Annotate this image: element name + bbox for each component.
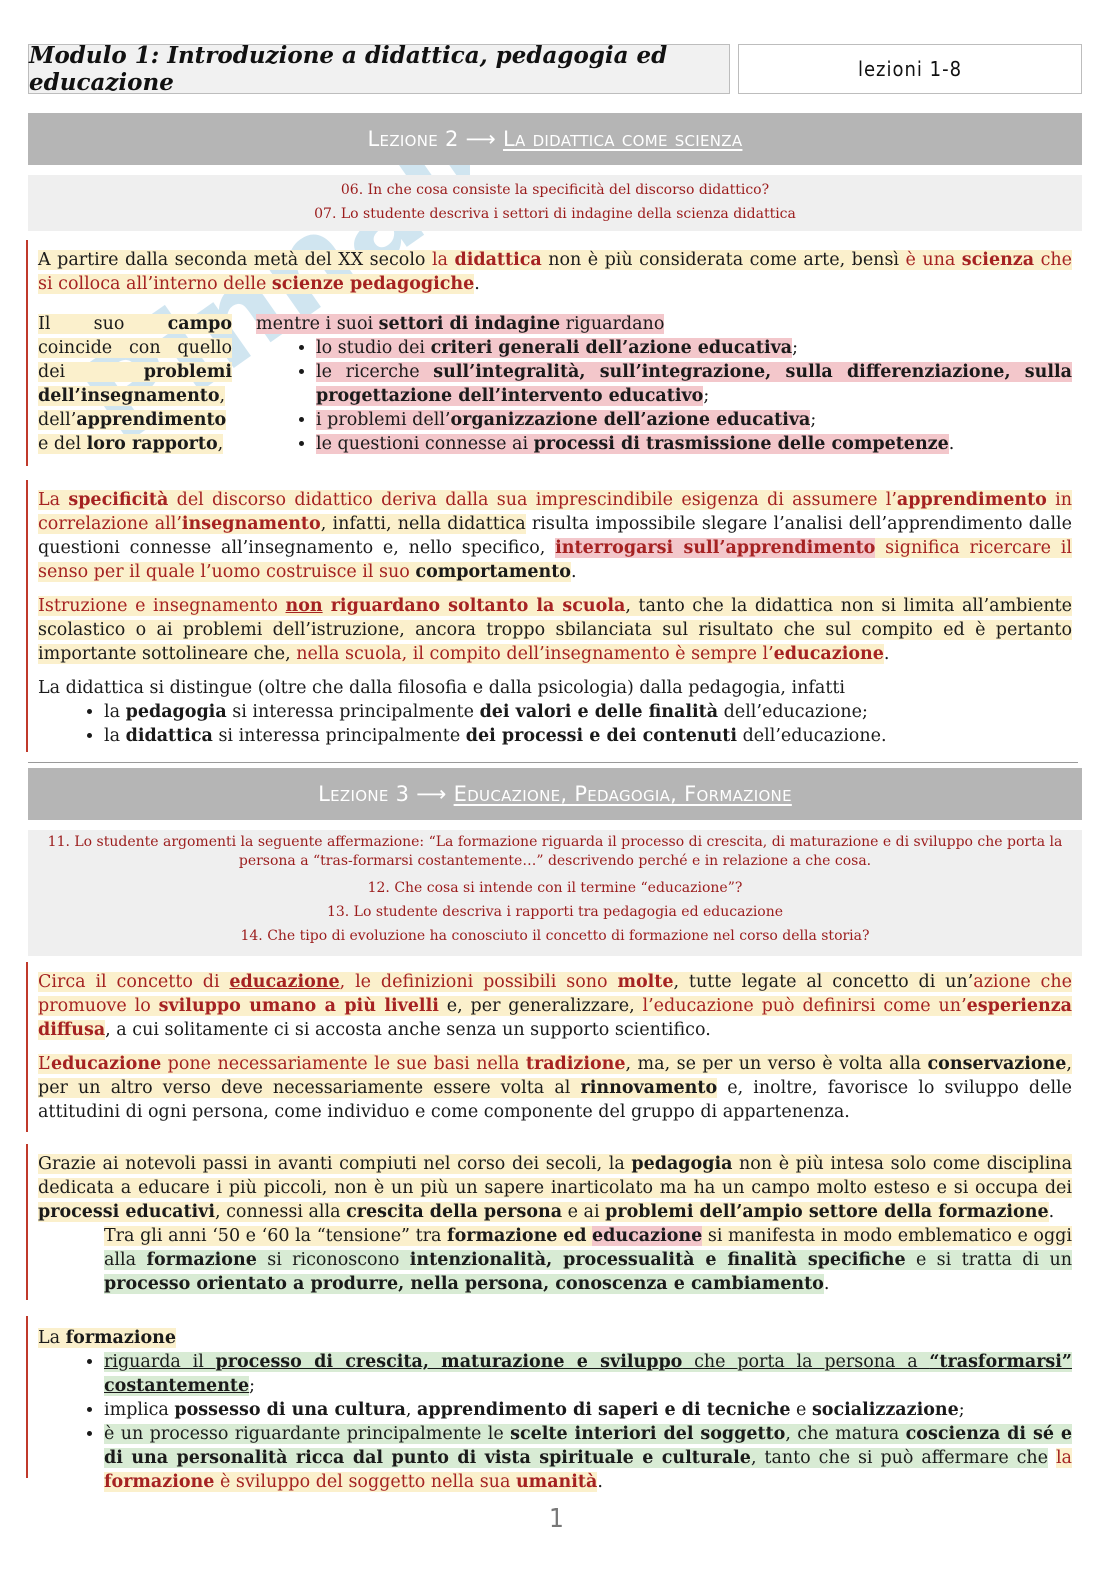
section-educazione	[26, 962, 1072, 1132]
question-item: 07. Lo studente descriva i settori di indagine della scienza didattica	[314, 206, 796, 222]
list-item: • è un processo riguardante principalmente le scelte interiori del soggetto, che matura coscienza di sé e di una personalità ricca dal punto di vista spirituale e culturale, tanto che si può affermare che la formazione è sviluppo del soggetto nella sua umanità.	[104, 1422, 1072, 1494]
lesson3-prefix: Lezione 3 ⟶	[318, 782, 447, 806]
section-pedagogia	[26, 1144, 1072, 1300]
list-item: • le questioni connesse ai processi di trasmissione delle competenze.	[316, 432, 1072, 456]
lesson2-questions	[28, 175, 1082, 231]
lesson2-title: La didattica come scienza	[503, 127, 743, 151]
lessons-range: lezioni 1-8	[738, 44, 1082, 94]
page-number: 1	[549, 1504, 564, 1534]
module-title: Modulo 1: Introduzione a didattica, pedagogia ed educazione	[28, 44, 730, 94]
list-item: • implica possesso di una cultura, apprendimento di saperi e di tecniche e socializzazione;	[104, 1398, 1072, 1422]
lesson3-heading	[28, 768, 1082, 820]
campo-text: Il suo campo coincide con quello dei problemi dell’insegnamento, dell’apprendimento e del loro rapporto,	[38, 314, 232, 454]
paragraph: L’educazione pone necessariamente le sue basi nella tradizione, ma, se per un verso è volta alla conservazione, per un altro verso deve necessariamente essere volta al rinnovamento e, inoltre, favorisce lo sviluppo delle attitudini di ogni persona, come individuo e come componente del gruppo di appartenenza.	[38, 1054, 1072, 1122]
list-item: • la pedagogia si interessa principalmente dei valori e delle finalità dell’educazione;	[104, 700, 1072, 724]
settori-list: mentre i suoi settori di indagine riguardano • lo studio dei criteri generali dell’azione educativa; • le ricerche sull’integralità, sull’integrazione, sulla differenziazione, sulla progettazione dell’intervento educativo; • i problemi dell’organizzazione dell’azione educativa; • le questioni connesse ai processi di trasmissione delle competenze.	[232, 312, 1072, 456]
lesson3-questions	[28, 830, 1082, 956]
paragraph: Circa il concetto di educazione, le definizioni possibili sono molte, tutte legate al concetto di un’azione che promuove lo sviluppo umano a più livelli e, per generalizzare, l’educazione può definirsi come un’esperienza diffusa, a cui solitamente ci si accosta anche senza un supporto scientifico.	[38, 972, 1072, 1040]
question-item: 11. Lo studente argomenti la seguente affermazione: “La formazione riguarda il processo di crescita, di maturazione e di sviluppo che porta la persona a “tras-formarsi costantemente…” descrivendo perché e in relazione a che cosa.	[47, 834, 1063, 869]
paragraph: La didattica si distingue (oltre che dalla filosofia e dalla psicologia) dalla pedagogia, infatti	[38, 678, 845, 698]
list-item: • le ricerche sull’integralità, sull’integrazione, sulla differenziazione, sulla progettazione dell’intervento educativo;	[316, 360, 1072, 408]
section-formazione	[26, 1316, 1073, 1492]
lesson2-prefix: Lezione 2 ⟶	[367, 127, 497, 151]
question-item: 06. In che cosa consiste la specificità del discorso didattico?	[340, 182, 770, 198]
question-item: 13. Lo studente descriva i rapporti tra pedagogia ed educazione	[326, 904, 784, 920]
lesson2-heading	[28, 113, 1082, 165]
list-item: • riguarda il processo di crescita, maturazione e sviluppo che porta la persona a “trasformarsi” costantemente;	[104, 1350, 1072, 1398]
divider	[28, 762, 1078, 763]
paragraph: Tra gli anni ‘50 e ‘60 la “tensione” tra formazione ed educazione si manifesta in modo emblematico e oggi alla formazione si riconoscono intenzionalità, processualità e finalità specifiche e si tratta di un processo orientato a produrre, nella persona, conoscenza e cambiamento.	[104, 1226, 1073, 1294]
list-item: • lo studio dei criteri generali dell’azione educativa;	[316, 336, 1072, 360]
question-item: 12. Che cosa si intende con il termine “educazione”?	[367, 880, 743, 896]
question-item: 14. Che tipo di evoluzione ha conosciuto il concetto di formazione nel corso della storia?	[240, 928, 870, 944]
paragraph: Istruzione e insegnamento non riguardano soltanto la scuola, tanto che la didattica non si limita all’ambiente scolastico o ai problemi dell’istruzione, ancora troppo sbilanciata sul risultato che sul compito ed è pertanto importante sottolineare che, nella scuola, il compito dell’insegnamento è sempre l’educazione.	[38, 596, 1073, 664]
campo-settori	[38, 312, 1072, 456]
lesson3-title: Educazione, Pedagogia, Formazione	[453, 782, 792, 806]
paragraph: La formazione	[38, 1328, 177, 1348]
section-didattica-scienza	[26, 240, 1072, 466]
paragraph: A partire dalla seconda metà del XX secolo la didattica non è più considerata come arte, bensì è una scienza che si colloca all’interno delle scienze pedagogiche.	[38, 250, 1072, 294]
paragraph: La specificità del discorso didattico deriva dalla sua imprescindibile esigenza di assumere l’apprendimento in correlazione all’insegnamento, infatti, nella didattica risulta impossibile slegare l’analisi dell’apprendimento dalle questioni connesse all’insegnamento e, nello specifico, interrogarsi sull’apprendimento significa ricercare il senso per il quale l’uomo costruisce il suo comportamento.	[38, 490, 1072, 582]
section-specificita	[26, 480, 1072, 752]
paragraph: Grazie ai notevoli passi in avanti compiuti nel corso dei secoli, la pedagogia non è più intesa solo come disciplina dedicata a educare i più piccoli, non è un più un sapere inarticolato ma ha un campo molto esteso e si occupa dei processi educativi, connessi alla crescita della persona e ai problemi dell’ampio settore della formazione.	[38, 1154, 1072, 1222]
list-item: • i problemi dell’organizzazione dell’azione educativa;	[316, 408, 1072, 432]
list-item: • la didattica si interessa principalmente dei processi e dei contenuti dell’educazione.	[104, 724, 1072, 748]
